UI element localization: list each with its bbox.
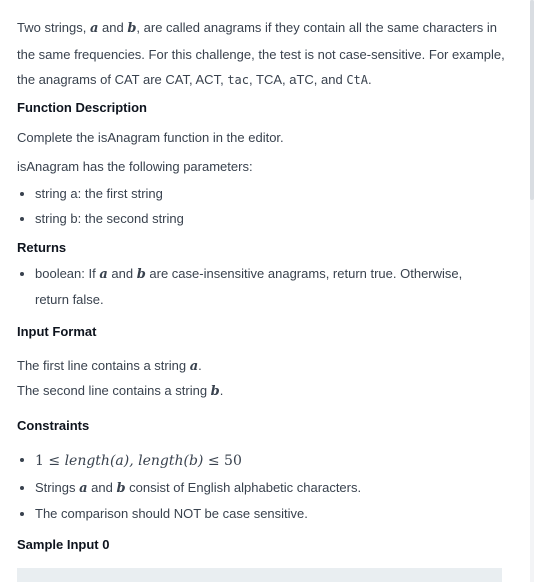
scrollbar[interactable] xyxy=(530,0,534,582)
math-operator: ≤ xyxy=(203,453,225,469)
sample-input-heading: Sample Input 0 xyxy=(17,537,110,552)
anagram-word: ACT xyxy=(195,72,221,87)
var-a: a xyxy=(79,481,88,496)
constraint-math xyxy=(35,453,242,469)
input-line-2 xyxy=(17,383,223,399)
function-description-heading: Function Description xyxy=(17,100,147,115)
constraints-heading: Constraints xyxy=(17,418,90,433)
separator: . xyxy=(368,72,372,87)
separator: , xyxy=(189,72,196,87)
scroll-thumb[interactable] xyxy=(530,0,534,200)
math-number: 50 xyxy=(224,453,242,469)
input-text: The second line contains a string xyxy=(17,383,211,398)
list-item xyxy=(17,447,497,475)
math-expression: length(a), length(b) xyxy=(64,453,204,469)
input-format-heading: Input Format xyxy=(17,324,97,339)
intro-text: Two strings, xyxy=(17,20,90,35)
input-line-1 xyxy=(17,358,202,374)
word-cat: CAT xyxy=(114,72,140,87)
intro-text: and xyxy=(98,20,128,35)
input-text: The first line contains a string xyxy=(17,358,190,373)
returns-list xyxy=(17,261,487,312)
var-a: a xyxy=(99,267,108,282)
anagram-word: TCA xyxy=(256,72,282,87)
separator: , xyxy=(249,72,256,87)
anagram-word: aTC xyxy=(289,72,314,87)
separator: , xyxy=(220,72,228,87)
returns-text: are case-insensitive anagrams, return true. Otherwise, return false. xyxy=(35,266,463,307)
constraint-text: and xyxy=(87,480,117,495)
list-item: string b: the second string xyxy=(17,206,184,231)
var-b: b xyxy=(116,481,126,496)
input-text: . xyxy=(198,358,202,373)
returns-heading: Returns xyxy=(17,240,67,255)
input-text: . xyxy=(219,383,224,398)
list-item xyxy=(17,475,497,501)
separator: , and xyxy=(313,72,347,87)
anagram-word: tac xyxy=(227,73,249,87)
var-a: a xyxy=(189,359,199,374)
intro-text: are xyxy=(139,72,166,87)
var-b: b xyxy=(210,384,220,399)
parameters-line: isAnagram has the following parameters: xyxy=(17,159,253,174)
var-a: a xyxy=(89,21,99,36)
intro-paragraph xyxy=(17,15,507,94)
list-item xyxy=(17,261,487,312)
anagram-word: CAT xyxy=(165,72,189,87)
function-description-line: Complete the isAnagram function in the editor. xyxy=(17,130,284,145)
list-item: string a: the first string xyxy=(17,181,184,206)
parameter-list xyxy=(17,181,184,231)
returns-text: boolean: If xyxy=(35,266,100,281)
constraint-text: Strings xyxy=(35,480,80,495)
list-item: The comparison should NOT be case sensitive. xyxy=(17,501,497,526)
var-b: b xyxy=(127,21,137,36)
separator: , xyxy=(282,72,290,87)
math-operator: ≤ xyxy=(43,453,65,469)
constraint-text: consist of English alphabetic characters. xyxy=(125,480,362,495)
returns-text: and xyxy=(107,266,137,281)
var-b: b xyxy=(136,267,146,282)
constraints-list xyxy=(17,447,497,526)
anagram-word: CtA xyxy=(346,73,369,87)
math-number: 1 xyxy=(35,453,44,469)
intro-text: , are called anagrams if they contain all the same characters in the same frequencies. For this challenge, the test is not case-sensitive. For example, the anagrams of xyxy=(17,20,505,87)
sample-input-box xyxy=(17,568,502,582)
